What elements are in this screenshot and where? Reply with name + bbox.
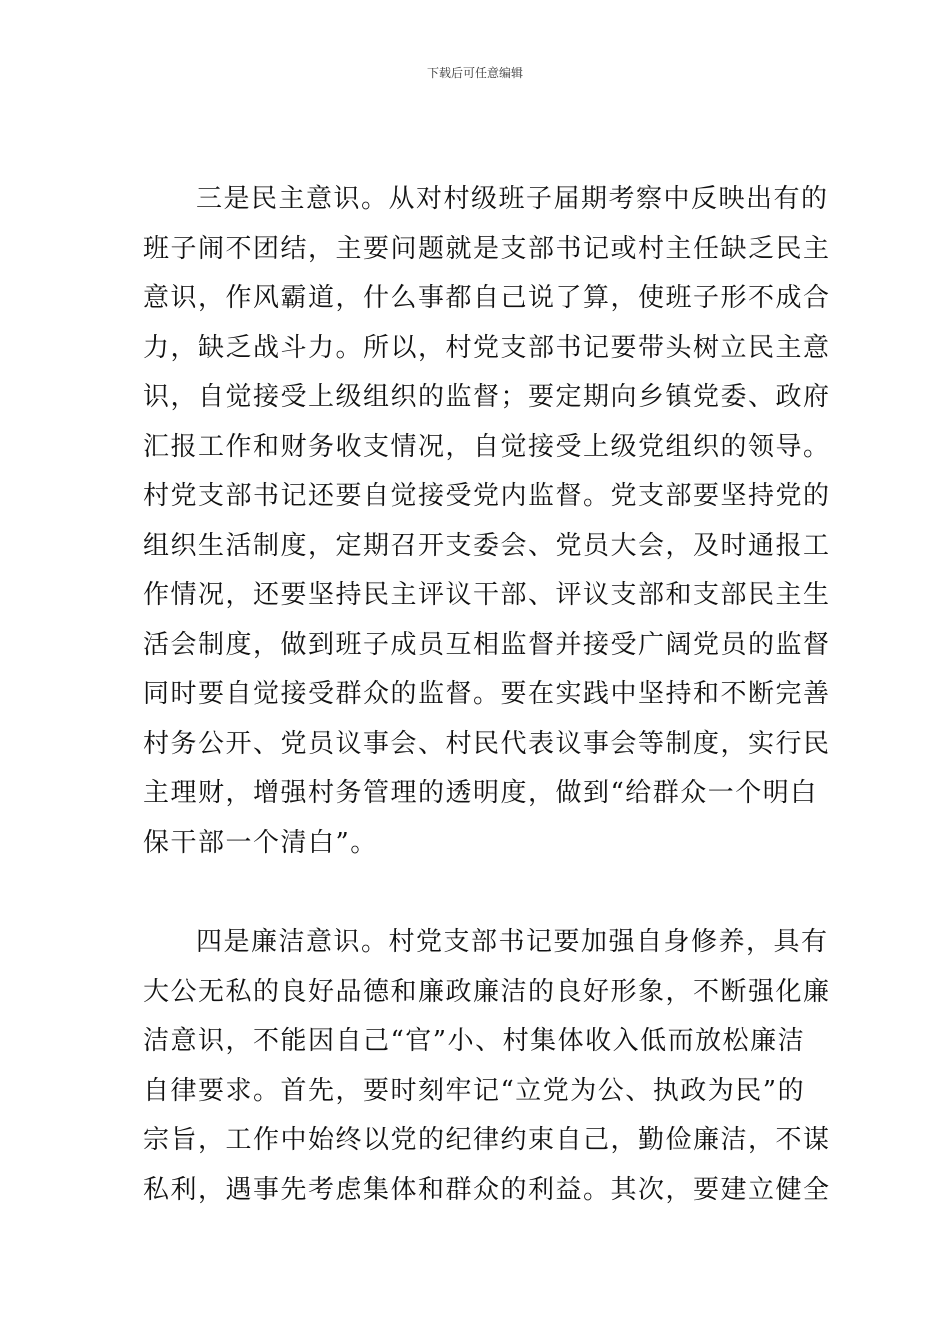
text-line: 识，自觉接受上级组织的监督；要定期向乡镇党委、政府 — [143, 382, 831, 412]
page-header: 下载后可任意编辑 — [426, 66, 523, 80]
text-line: 三是民主意识。从对村级班子届期考察中反映出有的 — [196, 184, 829, 214]
paragraph-gap — [143, 868, 807, 918]
text-line: 四是廉洁意识。村党支部书记要加强自身修养，具有 — [196, 927, 829, 957]
text-line: 意识，作风霸道，什么事都自己说了算，使班子形不成合 — [143, 283, 831, 313]
text-line: 保干部一个清白”。 — [143, 827, 378, 858]
text-line: 班子闹不团结，主要问题就是支部书记或村主任缺乏民主 — [143, 233, 831, 264]
text-line: 组织生活制度，定期召开支委会、党员大会，及时通报工 — [143, 530, 831, 561]
text-line: 大公无私的良好品德和廉政廉洁的良好形象，不断强化廉 — [143, 976, 831, 1007]
text-line: 作情况，还要坚持民主评议干部、评议支部和支部民主生 — [143, 580, 831, 610]
text-line: 同时要自觉接受群众的监督。要在实践中坚持和不断完善 — [143, 679, 831, 709]
document-body — [143, 175, 831, 1215]
text-line: 活会制度，做到班子成员互相监督并接受广阔党员的监督 — [143, 629, 831, 660]
text-line: 村务公开、党员议事会、村民代表议事会等制度，实行民 — [143, 728, 831, 759]
text-line: 力，缺乏战斗力。所以，村党支部书记要带头树立民主意 — [143, 332, 831, 363]
paragraph-democratic-awareness — [143, 175, 831, 868]
text-line: 村党支部书记还要自觉接受党内监督。党支部要坚持党的 — [143, 481, 831, 511]
text-line: 主理财，增强村务管理的透明度，做到“给群众一个明白 — [143, 778, 818, 808]
paragraph-integrity-awareness — [143, 918, 831, 1215]
text-line: 私利，遇事先考虑集体和群众的利益。其次，要建立健全 — [143, 1174, 831, 1205]
text-line: 自律要求。首先，要时刻牢记“立党为公、执政为民”的 — [143, 1075, 806, 1106]
text-line: 宗旨，工作中始终以党的纪律约束自己，勤俭廉洁，不谋 — [143, 1125, 831, 1155]
text-line: 汇报工作和财务收支情况，自觉接受上级党组织的领导。 — [143, 431, 831, 462]
text-line: 洁意识，不能因自己“官”小、村集体收入低而放松廉洁 — [143, 1026, 806, 1056]
